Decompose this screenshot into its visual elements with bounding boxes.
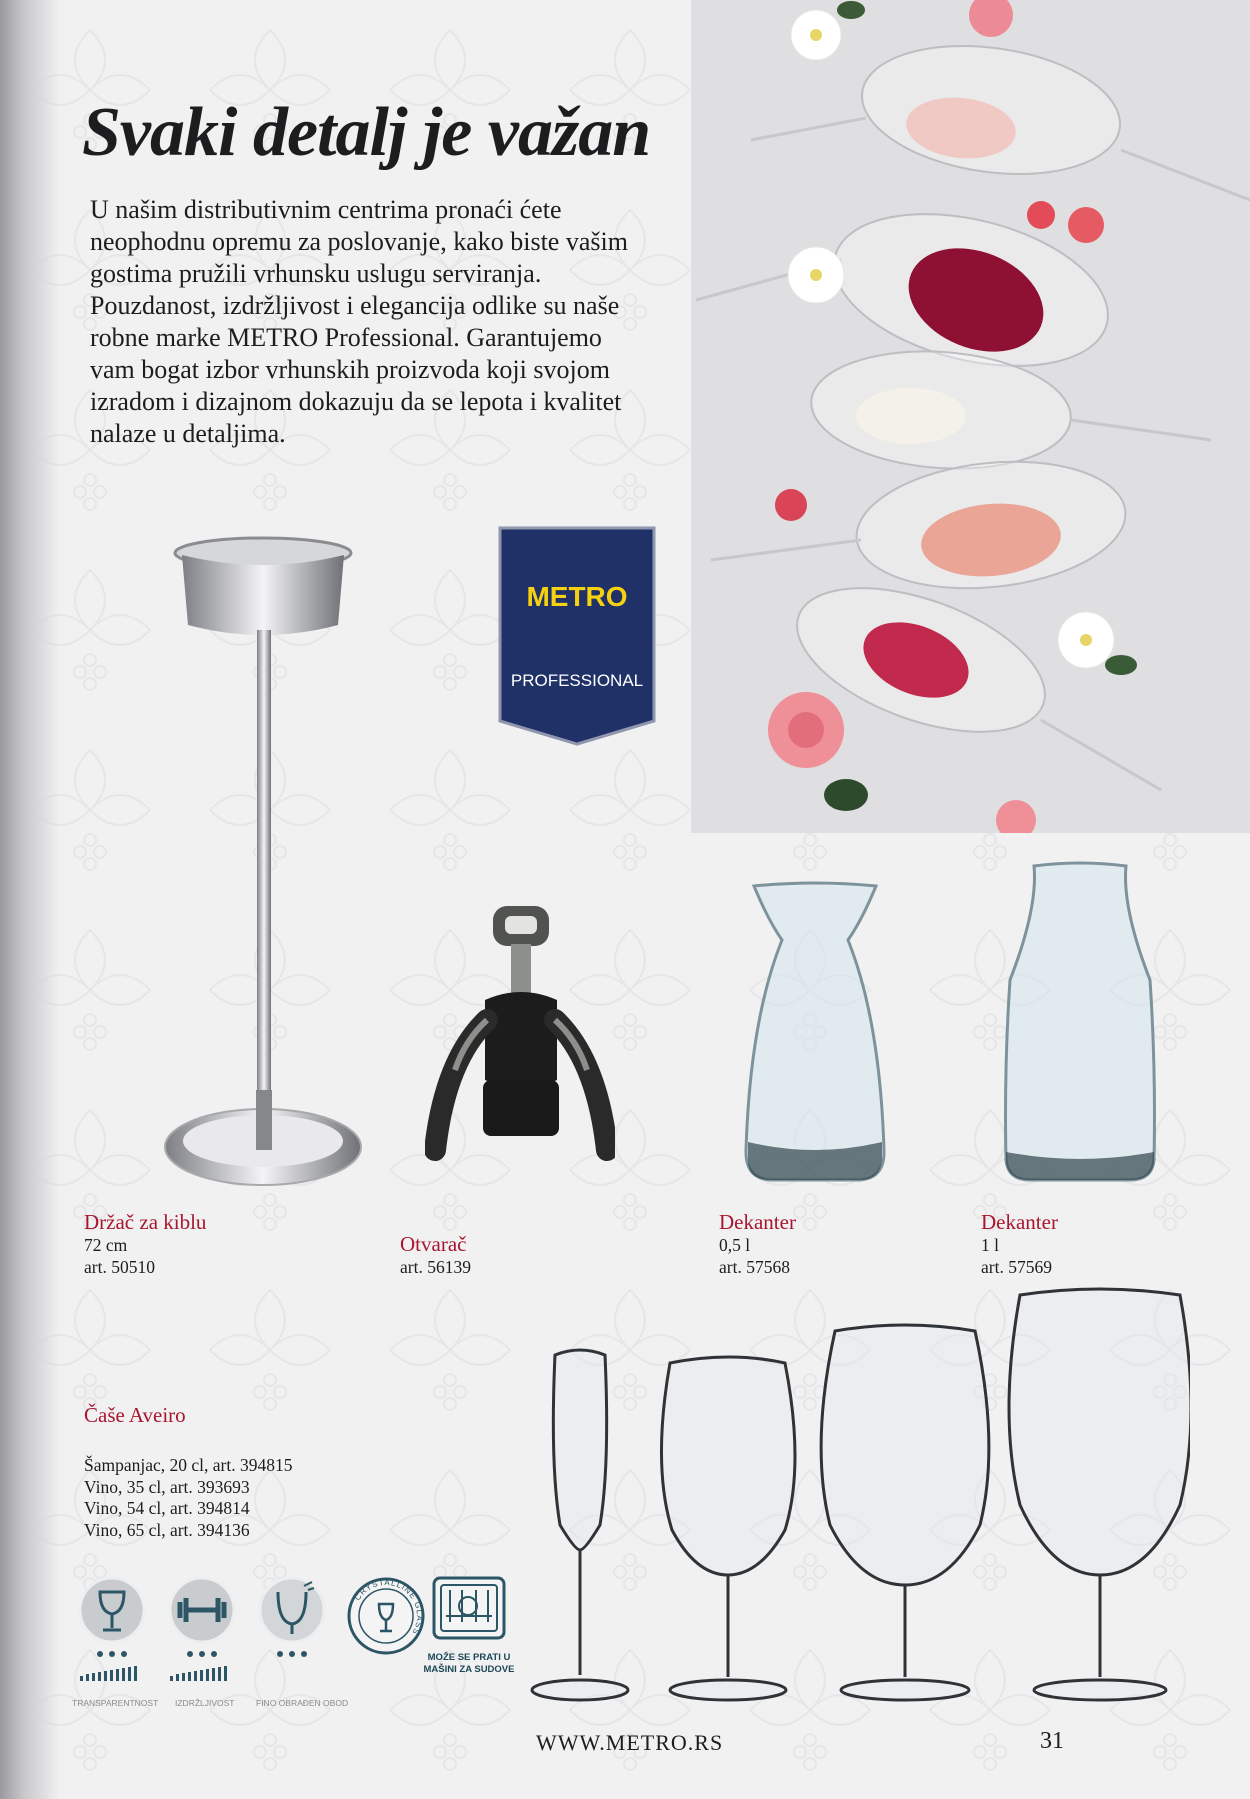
crystalline-text-ring <box>346 1576 426 1656</box>
product-label-corkscrew <box>400 1232 471 1278</box>
list-item: Vino, 35 cl, art. 393693 <box>84 1476 250 1497</box>
product-name: Dekanter <box>981 1210 1058 1234</box>
product-label-decanter-small <box>719 1210 796 1278</box>
transparency-caption: TRANSPARENTNOST <box>72 1698 159 1708</box>
list-item: Vino, 54 cl, art. 394814 <box>84 1498 250 1518</box>
product-name: Držač za kiblu <box>84 1210 207 1234</box>
product-detail: 1 l <box>981 1235 999 1255</box>
rim-caption: FINO OBRAĐEN OBOD <box>256 1698 349 1708</box>
product-name: Otvarač <box>400 1232 467 1256</box>
product-art: art. 57568 <box>719 1257 790 1277</box>
dishwasher-caption: MOŽE SE PRATI U MAŠINI ZA SUDOVE <box>423 1652 515 1675</box>
page-title: Svaki detalj je važan <box>82 94 651 171</box>
page-number: 31 <box>1040 1728 1064 1754</box>
rim-icon <box>256 1576 328 1666</box>
durability-caption: IZDRŽLJIVOST <box>175 1698 235 1708</box>
product-label-bucket-stand <box>84 1210 206 1278</box>
product-detail: 72 cm <box>84 1235 128 1255</box>
metro-professional-badge <box>498 526 656 746</box>
aveiro-glasses-image <box>530 1285 1190 1705</box>
intro-paragraph: U našim distributivnim centrima pronaći ćete neophodnu opremu za poslovanje, kako biste vašim gostima pružili vrhunsku uslugu serviranja. Pouzdanost, izdržljivost i elegancija odlike su naše robne marke METRO Professional. Garantujemo vam bogat izbor vrhunskih proizvoda koji svojom izradom i dizajnom dokazuju da se lepota i kvalitet nalaze u detaljima. <box>90 195 628 448</box>
durability-icon <box>166 1576 238 1686</box>
badge-brand: METRO <box>526 581 628 612</box>
glasses-title: Čaše Aveiro <box>84 1403 186 1427</box>
list-item: Šampanjac, 20 cl, art. 394815 <box>84 1455 293 1475</box>
glasses-list <box>84 1455 293 1541</box>
product-art: art. 56139 <box>400 1257 471 1277</box>
crystalline-caption: CRYSTALLINE GLASS <box>352 1577 425 1637</box>
product-name: Dekanter <box>719 1210 796 1234</box>
decanter-large-image <box>1000 860 1160 1185</box>
wine-glasses-photo <box>691 0 1250 833</box>
badge-line: PROFESSIONAL <box>510 671 644 690</box>
ice-bucket-stand-image <box>160 535 365 1190</box>
svg-text:CRYSTALLINE GLASS <box>353 1578 424 1637</box>
list-item: Vino, 65 cl, art. 394136 <box>84 1519 250 1540</box>
product-label-decanter-large <box>981 1210 1058 1278</box>
product-art: art. 57569 <box>981 1257 1052 1277</box>
product-detail: 0,5 l <box>719 1235 751 1255</box>
footer-url[interactable]: WWW.METRO.RS <box>536 1730 724 1755</box>
feature-icons <box>66 1576 526 1716</box>
corkscrew-image <box>425 900 615 1180</box>
decanter-small-image <box>740 880 890 1185</box>
product-art: art. 50510 <box>84 1257 155 1277</box>
transparency-icon <box>76 1576 148 1686</box>
dishwasher-icon <box>432 1576 506 1640</box>
